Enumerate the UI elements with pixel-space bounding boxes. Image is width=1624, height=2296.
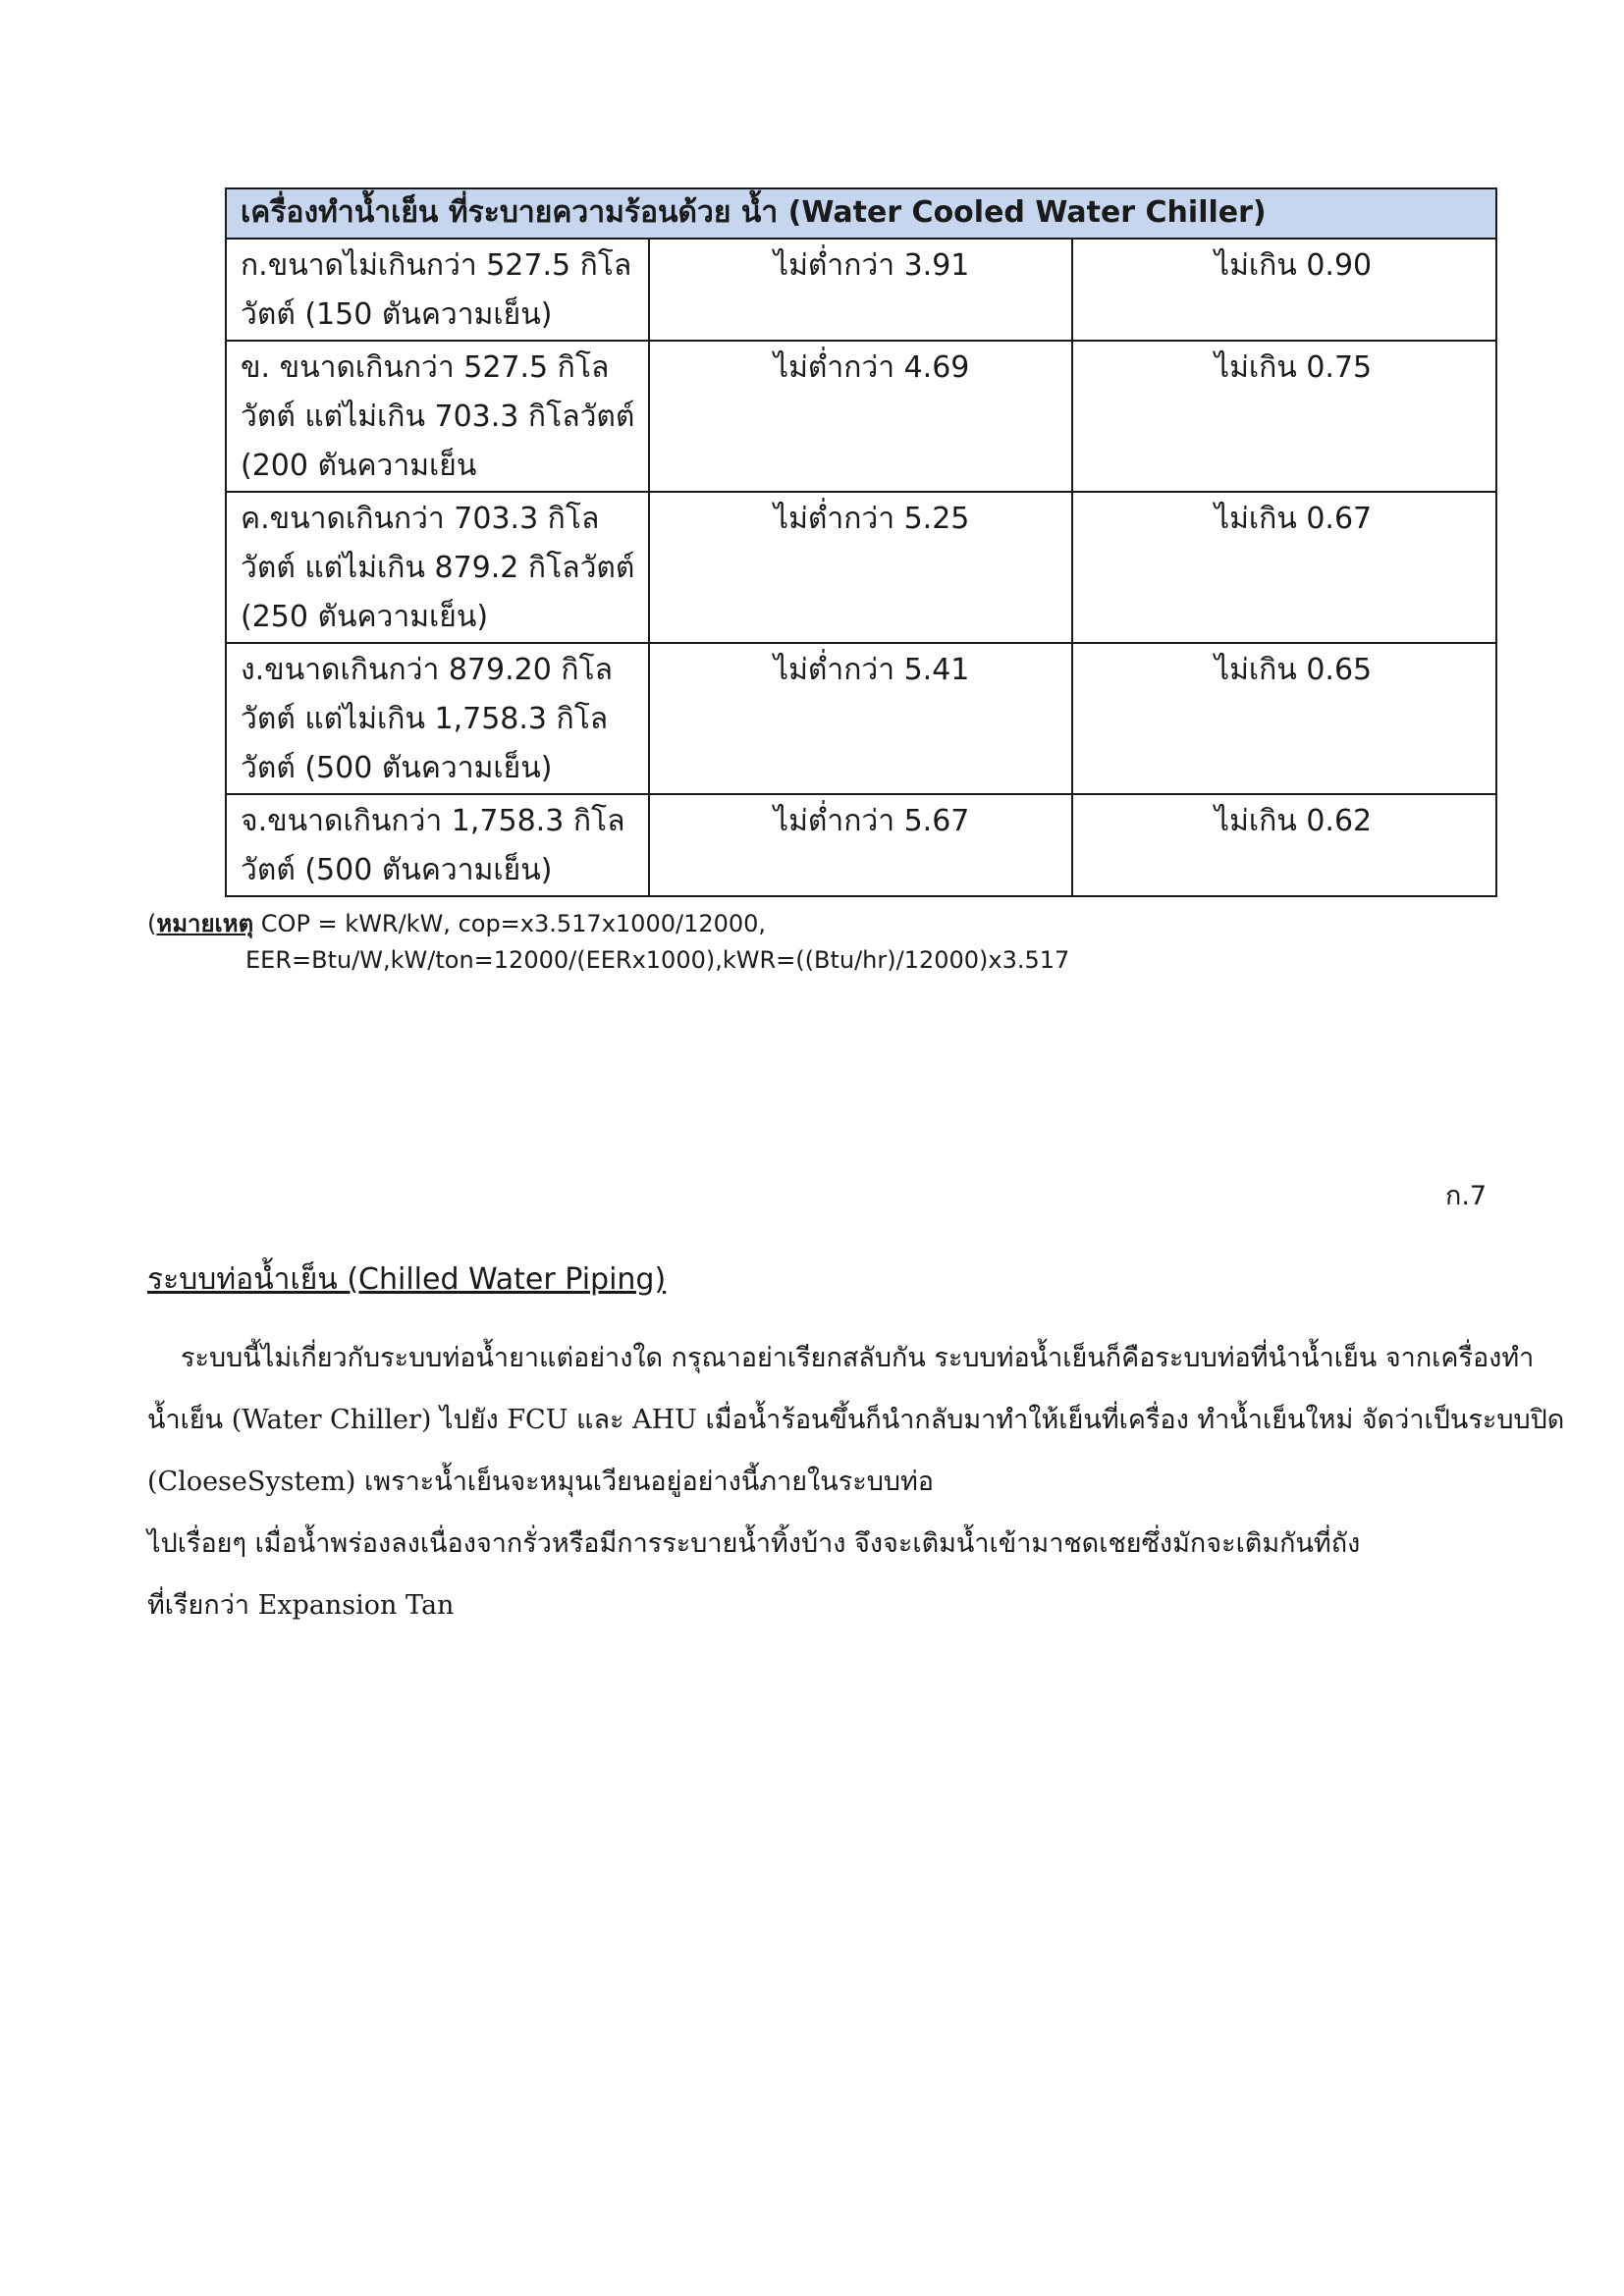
note-line-2: EER=Btu/W,kW/ton=12000/(EERx1000),kWR=((Btu/hr)/12000)x3.517 xyxy=(245,946,1070,974)
cop-cell: ไม่ต่ำกว่า 5.41 xyxy=(649,643,1072,794)
size-cell: ก.ขนาดไม่เกินกว่า 527.5 กิโลวัตต์ (150 ตันความเย็น) xyxy=(226,239,649,341)
cop-cell: ไม่ต่ำกว่า 5.25 xyxy=(649,492,1072,643)
size-cell: จ.ขนาดเกินกว่า 1,758.3 กิโลวัตต์ (500 ตันความเย็น) xyxy=(226,794,649,896)
kw-per-ton-cell: ไม่เกิน 0.65 xyxy=(1072,643,1496,794)
note-prefix: ( xyxy=(147,910,157,937)
size-cell: ค.ขนาดเกินกว่า 703.3 กิโลวัตต์ แต่ไม่เกิน 879.2 กิโลวัตต์ (250 ตันความเย็น) xyxy=(226,492,649,643)
chiller-spec-table xyxy=(225,187,1497,897)
table-row xyxy=(226,341,1496,492)
kw-per-ton-cell: ไม่เกิน 0.67 xyxy=(1072,492,1496,643)
table-row xyxy=(226,239,1496,341)
paragraph-line: ไปเรื่อยๆ เมื่อน้ำพร่องลงเนื่องจากรั่วหรือมีการระบายน้ำทิ้งบ้าง จึงจะเติมน้ำเข้ามาชดเชยซึ่งมักจะเติมกันที่ถัง xyxy=(147,1528,1361,1559)
paragraph-line: ที่เรียกว่า Expansion Tan xyxy=(147,1590,455,1621)
table-row xyxy=(226,643,1496,794)
size-cell: ข. ขนาดเกินกว่า 527.5 กิโลวัตต์ แต่ไม่เกิน 703.3 กิโลวัตต์ (200 ตันความเย็น xyxy=(226,341,649,492)
kw-per-ton-cell: ไม่เกิน 0.90 xyxy=(1072,239,1496,341)
page-number: ก.7 xyxy=(1445,1181,1488,1211)
cop-cell: ไม่ต่ำกว่า 4.69 xyxy=(649,341,1072,492)
paragraph-line: น้ำเย็น (Water Chiller) ไปยัง FCU และ AHU เมื่อน้ำร้อนขึ้นก็นำกลับมาทำให้เย็นที่เครื่อง ทำน้ำเย็นใหม่ จัดว่าเป็นระบบปิด xyxy=(147,1405,1565,1435)
table-header: เครื่องทำน้ำเย็น ที่ระบายความร้อนด้วย น้ำ (Water Cooled Water Chiller) xyxy=(226,188,1496,239)
kw-per-ton-cell: ไม่เกิน 0.75 xyxy=(1072,341,1496,492)
table-row xyxy=(226,492,1496,643)
table-row xyxy=(226,794,1496,896)
table-header-row xyxy=(226,188,1496,239)
note-line-1: COP = kWR/kW, cop=x3.517x1000/12000, xyxy=(253,910,767,937)
section-heading: ระบบท่อน้ำเย็น (Chilled Water Piping) xyxy=(147,1262,667,1297)
note-title: หมายเหตุ xyxy=(156,910,254,937)
kw-per-ton-cell: ไม่เกิน 0.62 xyxy=(1072,794,1496,896)
cop-cell: ไม่ต่ำกว่า 3.91 xyxy=(649,239,1072,341)
paragraph-line: ระบบนี้ไม่เกี่ยวกับระบบท่อน้ำยาแต่อย่างใด กรุณาอย่าเรียกสลับกัน ระบบท่อน้ำเย็นก็คือระบบท่อที่นำน้ำเย็น จากเครื่องทำ xyxy=(181,1343,1535,1373)
size-cell: ง.ขนาดเกินกว่า 879.20 กิโลวัตต์ แต่ไม่เกิน 1,758.3 กิโลวัตต์ (500 ตันความเย็น) xyxy=(226,643,649,794)
paragraph-line: (CloeseSystem) เพราะน้ำเย็นจะหมุนเวียนอยู่อย่างนี้ภายในระบบท่อ xyxy=(147,1467,934,1497)
cop-cell: ไม่ต่ำกว่า 5.67 xyxy=(649,794,1072,896)
